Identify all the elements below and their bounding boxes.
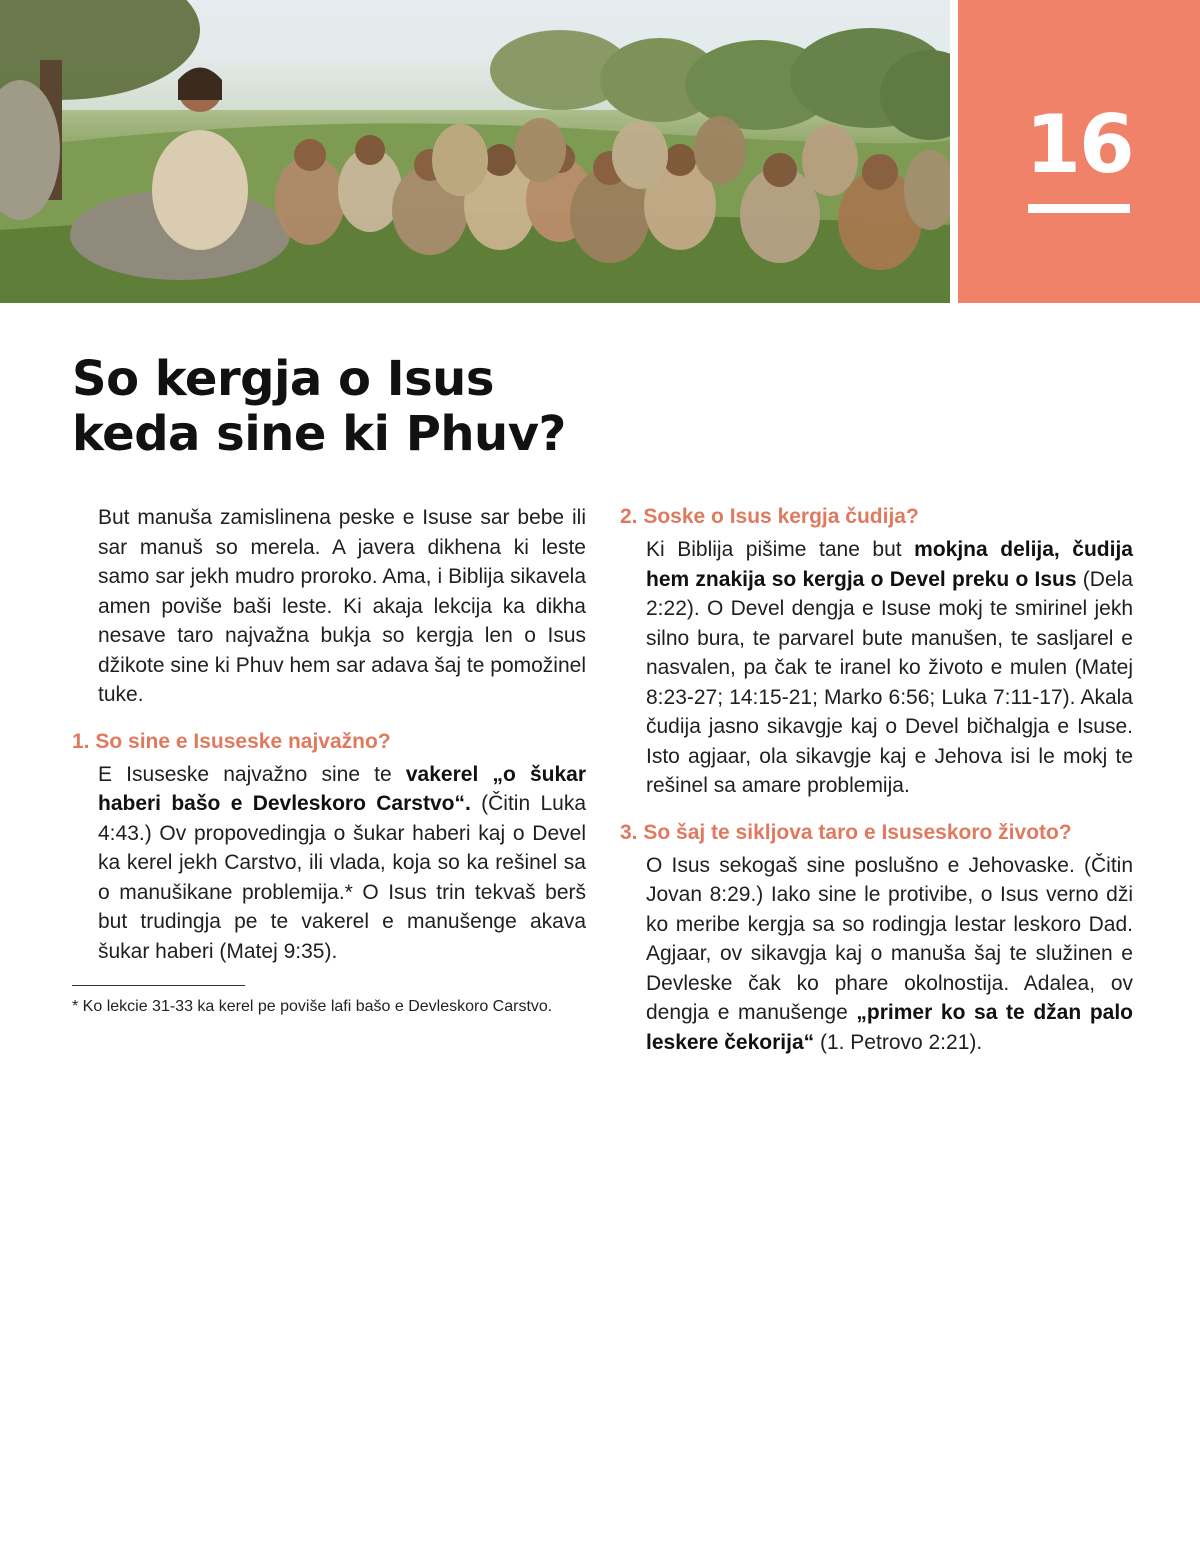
section-3-bold: „primer ko sa te džan palo leskere čekorija“ [646,1001,1133,1054]
section-heading-3: 3. So šaj te sikljova taro e Isuseskoro životo? [620,820,1072,844]
section-1-bold: vakerel „o šukar haberi bašo e Devleskoro Carstvo“. [98,762,586,815]
crowd-scene-illustration [0,0,950,303]
right-column [620,503,1133,1075]
lesson-number-panel [958,0,1200,303]
lesson-number: 16 [1025,98,1133,191]
banner-illustration [0,0,950,303]
section-heading-1: 1. So sine e Isuseske najvažno? [72,729,391,753]
intro-paragraph: But manuša zamislinena peske e Isuse sar bebe ili sar manuš so merela. A javera dikhena ki leste samo sar jekh mudro proroko. Ama, i Biblija sikavela amen poviše baši leste. Ki akaja lekcija ka dikha nesave taro najvažna bukja so kergja len o Isus džikote sine ki Phuv hem sar adava šaj te pomožinel tuke. [98,506,586,706]
section-2-bold: mokjna delija, čudija hem znakija so kergja o Devel preku o Isus [646,538,1133,591]
section-2-text-a: Ki Biblija pišime tane but [646,538,915,561]
footnote: * Ko lekcie 31-33 ka kerel pe poviše lafi bašo e Devleskoro Carstvo. [72,998,553,1015]
section-1-text-a: E Isuseske najvažno sine te [98,762,406,786]
lesson-number-underline [1028,204,1130,213]
section-paragraph-1 [98,760,586,967]
section-3-text-b: (1. Petrovo 2:21). [814,1030,983,1054]
section-paragraph-3 [646,851,1133,1058]
title-line-2: keda sine ki Phuv? [72,406,566,462]
title-line-1: So kergja o Isus [72,351,494,407]
section-2-text-b: (Dela 2:22). O Devel dengja e Isuse mokj te smirinel jekh silno bura, te parvarel bute manušen, te sasljarel e nasvalen, pa čak te iranel ko životo e mulen (Matej 8:23-27; 14:15-21; Marko 6:56; Luka 7:11-17). Akala čudija jasno sikavgje kaj o Devel bičhalgja e Isuse. Isto agjaar, ola sikavgje kaj e Jehova isi le mokj te rešinel sa amare problemija. [646,567,1133,797]
section-paragraph-2 [646,535,1133,801]
section-1-text-b: (Čitin Luka 4:43.) Ov propovedingja o šukar haberi kaj o Devel ka kerel jekh Carstvo, ili vlada, koja so ka rešinel sa o manušikane problemija.* O Isus trin tekvaš berš but trudingja pe te vakerel e manušenge akava šukar haberi (Matej 9:35). [98,792,586,963]
section-heading-2: 2. Soske o Isus kergja čudija? [620,505,919,528]
footnote-divider [72,985,245,986]
left-column [72,503,586,984]
page-title [72,352,772,462]
section-3-text-a: O Isus sekogaš sine poslušno e Jehovaske. (Čitin Jovan 8:29.) Iako sine le protivibe, o Isus verno dži ko meribe kergja sa so rodingja lestar leskoro Dad. Agjaar, ov sikavgja kaj o manuša šaj te služinen e Devleske čak ko phare okolnostija. Adalea, ov dengja e manušenge [646,853,1133,1024]
